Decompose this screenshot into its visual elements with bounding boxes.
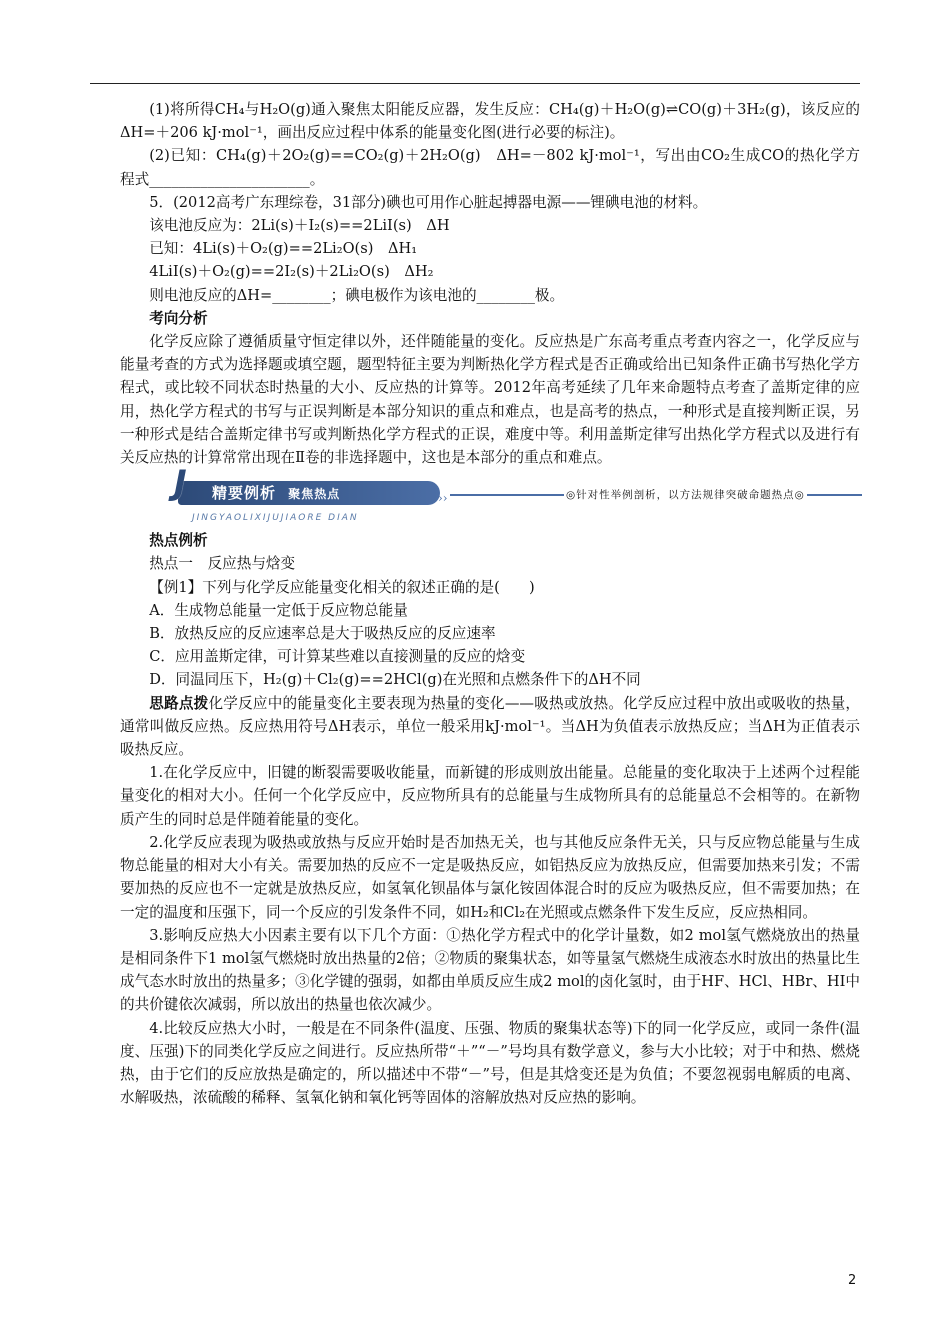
paragraph-text: 【例1】下列与化学反应能量变化相关的叙述正确的是( ) bbox=[149, 578, 535, 596]
paragraph-text: 则电池反应的ΔH=________；碘电极作为该电池的________极。 bbox=[149, 286, 565, 304]
banner-subtitle: 聚焦热点 bbox=[288, 487, 341, 502]
paragraph bbox=[120, 330, 860, 469]
paragraph-text: 4.比较反应热大小时，一般是在不同条件(温度、压强、物质的聚集状态等)下的同一化学反应，或同一条件(温度、压强)下的同类化学反应之间进行。反应热所带“＋”“－”号均具有数学意义，参与大小比较；对于中和热、燃烧热，由于它们的反应放热是确定的，所以描述中不带“－”号，但是其焓变还是为负值；不要忽视弱电解质的电离、水解吸热，浓硫酸的稀释、氢氧化钠和氧化钙等固体的溶解放热对反应热的影响。 bbox=[120, 1019, 860, 1107]
paragraph-text: 5．(2012高考广东理综卷，31部分)碘也可用作心脏起搏器电源——锂碘电池的材料。 bbox=[149, 193, 708, 211]
paragraph-text: B．放热反应的反应速率总是大于吸热反应的反应速率 bbox=[149, 625, 496, 643]
header-rule bbox=[90, 83, 860, 84]
paragraph bbox=[120, 576, 860, 599]
paragraph bbox=[120, 191, 860, 214]
paragraph-text: 考向分析 bbox=[149, 309, 208, 327]
paragraph bbox=[120, 831, 860, 924]
paragraph bbox=[120, 1017, 860, 1110]
paragraph bbox=[120, 214, 860, 237]
paragraph bbox=[120, 622, 860, 645]
paragraph-text: 2.化学反应表现为吸热或放热与反应开始时是否加热无关，也与其他反应条件无关，只与反应物总能量与生成物总能量的相对大小有关。需要加热的反应不一定是吸热反应，如铝热反应为放热反应，但需要加热来引发；不需要加热的反应也不一定就是放热反应，如氢氧化钡晶体与氯化铵固体混合时的反应为吸热反应，但不需要加热；在一定的温度和压强下，同一个反应的引发条件不同，如H₂和Cl₂在光照或点燃条件下发生反应，反应热相同。 bbox=[120, 833, 860, 921]
section-exercises bbox=[120, 98, 860, 469]
paragraph bbox=[120, 668, 860, 691]
banner-letter: J bbox=[174, 463, 188, 504]
paragraph bbox=[120, 645, 860, 668]
paragraph bbox=[120, 144, 860, 190]
section-banner bbox=[120, 463, 860, 524]
paragraph-text: 化学反应中的能量变化主要表现为热量的变化——吸热或放热。化学反应过程中放出或吸收的热量，通常叫做反应热。反应热用符号ΔH表示，单位一般采用kJ·mol⁻¹。当ΔH为负值表示放热反应；当ΔH为正值表示吸热反应。 bbox=[120, 694, 860, 759]
paragraph-text: 热点一 反应热与焓变 bbox=[149, 555, 296, 573]
paragraph-text: 热点例析 bbox=[149, 532, 208, 550]
paragraph-text: 1.在化学反应中，旧键的断裂需要吸收能量，而新键的形成则放出能量。总能量的变化取决于上述两个过程能量变化的相对大小。任何一个化学反应中，反应物所具有的总能量与生成物所具有的总能量总不会相等的。在新物质产生的同时总是伴随着能量的变化。 bbox=[120, 764, 860, 828]
banner-arrow-icon: ›› bbox=[438, 491, 448, 506]
paragraph-text: 3.影响反应热大小因素主要有以下几个方面：①热化学方程式中的化学计量数，如2 mol氢气燃烧放出的热量是相同条件下1 mol氢气燃烧时放出热量的2倍；②物质的聚集状态，如等量氢气燃烧生成液态水时放出的热量比生成气态水时放出的热量多；③化学键的强弱，如都由单质反应生成2 mol的卤化氢时，由于HF、HCl、HBr、HI中的共价键依次减弱，所以放出的热量也依次减少。 bbox=[120, 926, 860, 1014]
banner-title: 精要例析 bbox=[212, 484, 277, 503]
paragraph bbox=[120, 529, 860, 552]
paragraph-text: C．应用盖斯定律，可计算某些难以直接测量的反应的焓变 bbox=[149, 648, 526, 666]
paragraph-text: 该电池反应为：2Li(s)＋I₂(s)==2LiI(s) ΔH bbox=[149, 217, 450, 235]
document-body bbox=[120, 98, 860, 1109]
banner-pinyin: JINGYAOLIXIJUJIAORE DIAN bbox=[192, 513, 359, 524]
paragraph bbox=[120, 237, 860, 260]
paragraph-label: 思路点拨 bbox=[149, 694, 209, 712]
page-number: 2 bbox=[848, 1273, 857, 1288]
banner-badge bbox=[174, 463, 440, 505]
paragraph-text: (2)已知：CH₄(g)＋2O₂(g)==CO₂(g)＋2H₂O(g) ΔH=－802 kJ·mol⁻¹，写出由CO₂生成CO的热化学方程式______________________。 bbox=[120, 147, 860, 188]
paragraph bbox=[120, 260, 860, 283]
paragraph bbox=[120, 98, 860, 144]
paragraph-text: A．生成物总能量一定低于反应物总能量 bbox=[149, 601, 408, 619]
paragraph bbox=[120, 924, 860, 1017]
paragraph bbox=[120, 692, 860, 762]
paragraph-text: (1)将所得CH₄与H₂O(g)通入聚焦太阳能反应器，发生反应：CH₄(g)＋H₂O(g)⇌CO(g)＋3H₂(g)，该反应的ΔH=＋206 kJ·mol⁻¹，画出反应过程中体系的能量变化图(进行必要的标注)。 bbox=[120, 101, 860, 142]
paragraph bbox=[120, 761, 860, 831]
banner-right-text: ◎针对性举例剖析，以方法规律突破命题热点◎ bbox=[564, 484, 807, 507]
paragraph bbox=[120, 307, 860, 330]
paragraph-text: D．同温同压下，H₂(g)＋Cl₂(g)==2HCl(g)在光照和点燃条件下的ΔH不同 bbox=[149, 671, 641, 689]
paragraph-text: 已知：4Li(s)＋O₂(g)==2Li₂O(s) ΔH₁ bbox=[149, 240, 418, 258]
section-examples bbox=[120, 529, 860, 1109]
paragraph bbox=[120, 552, 860, 575]
paragraph-text: 化学反应除了遵循质量守恒定律以外，还伴随能量的变化。反应热是广东高考重点考查内容之一，化学反应与能量考查的方式为选择题或填空题，题型特征主要为判断热化学方程式是否正确或给出已知条件正确书写热化学方程式，或比较不同状态时热量的大小、反应热的计算等。2012年高考延续了几年来命题特点考查了盖斯定律的应用，热化学方程式的书写与正误判断是本部分知识的重点和难点，也是高考的热点，一种形式是直接判断正误，另一种形式是结合盖斯定律书写或判断热化学方程式的正误，难度中等。利用盖斯定律写出热化学方程式以及进行有关反应热的计算常常出现在Ⅱ卷的非选择题中，这也是本部分的重点和难点。 bbox=[120, 333, 860, 467]
paragraph bbox=[120, 284, 860, 307]
paragraph bbox=[120, 599, 860, 622]
paragraph-text: 4LiI(s)＋O₂(g)==2I₂(s)＋2Li₂O(s) ΔH₂ bbox=[149, 263, 434, 281]
